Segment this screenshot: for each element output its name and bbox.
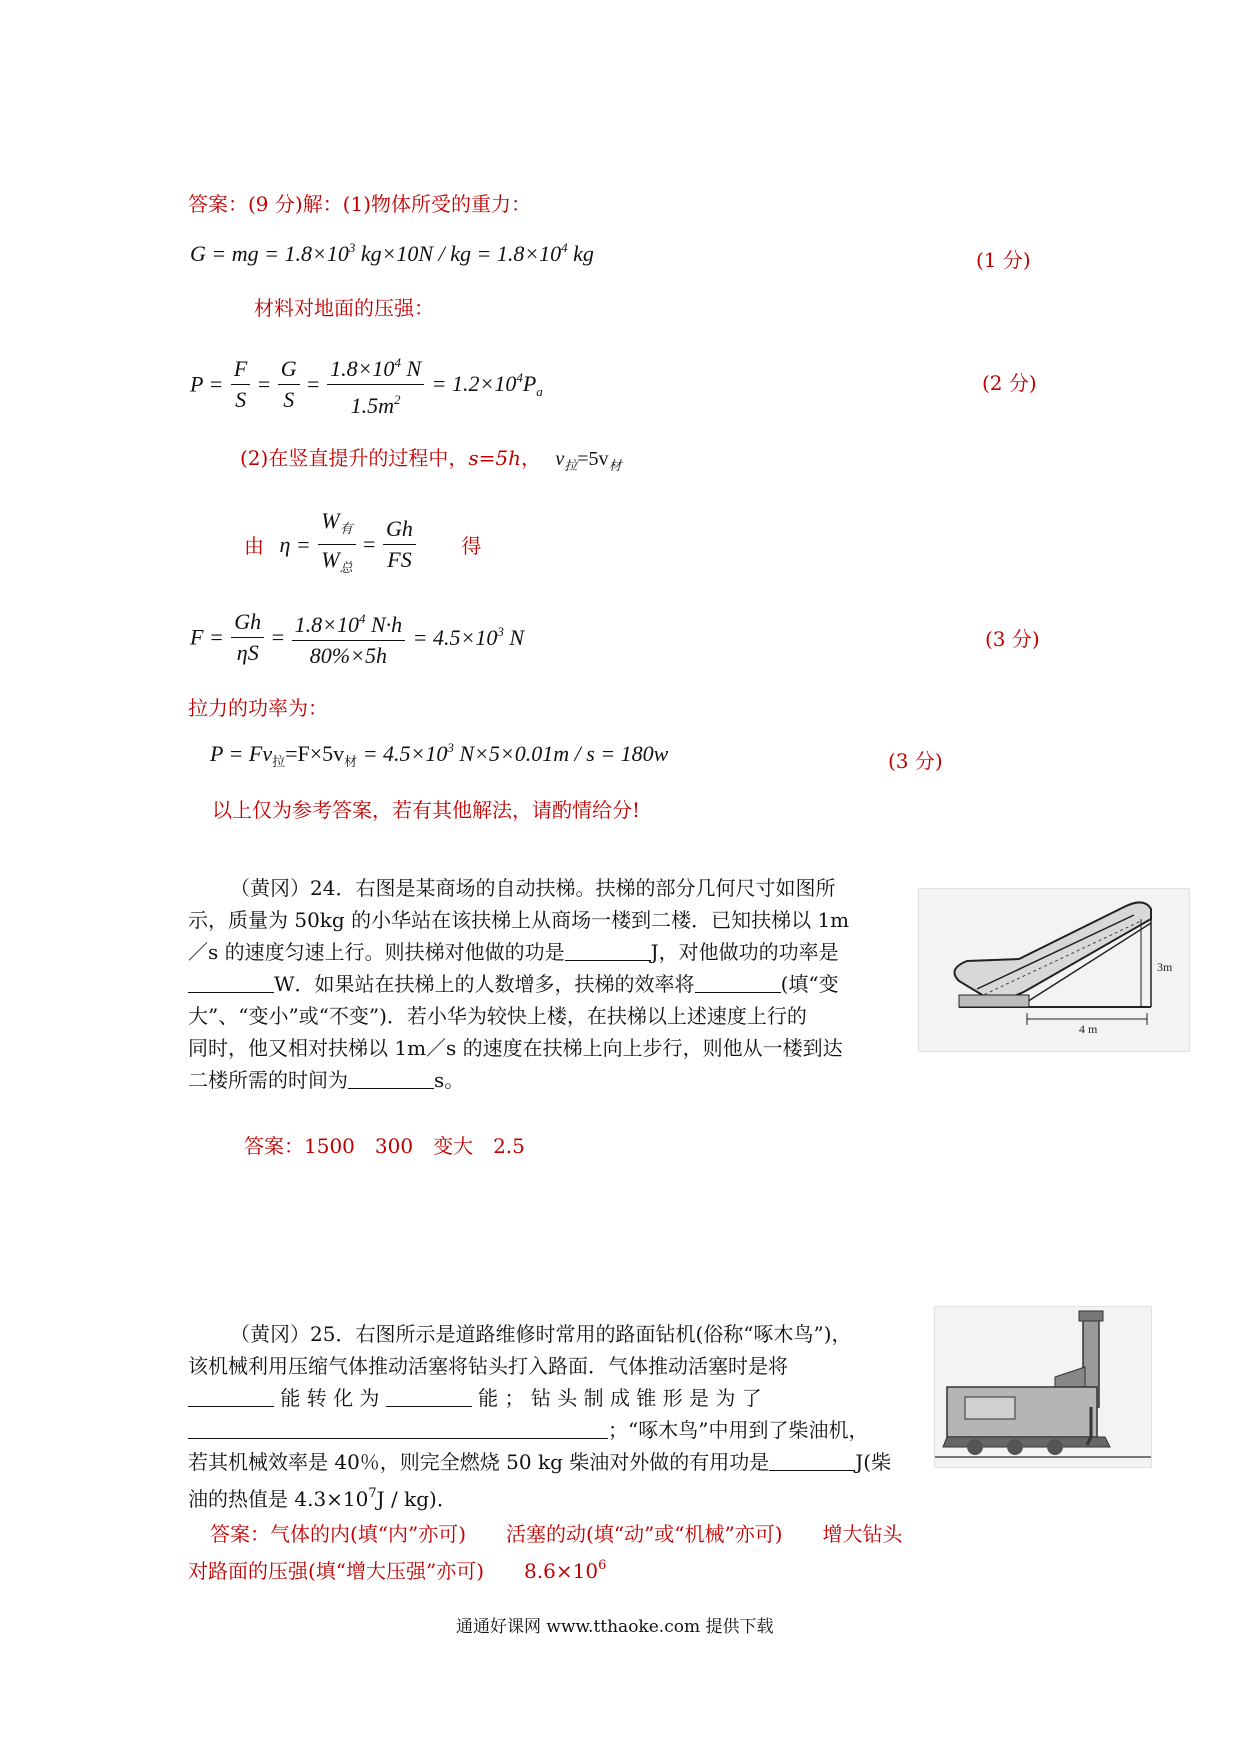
eq2-g-num: G [278, 354, 300, 385]
eq2-result: = 1.2×10 [431, 370, 517, 396]
eq2-p: P = [190, 371, 224, 397]
answer-header: 答案：(9 分)解：(1)物体所受的重力： [188, 192, 532, 216]
eta-symbol: η = [279, 531, 311, 557]
force-equation: F = $\frac{Gh}{\eta S}$ = $\frac{1.8\times 10^4 N\cdot h}{80\%\times 5h}$ = $4.5\times 10^3$ N [190, 604, 524, 671]
eta-w-num-sub: 有 [339, 521, 353, 536]
q24-blank-power[interactable] [188, 972, 274, 993]
eta-suffix: 得 [461, 534, 482, 558]
eq4-exp: 3 [447, 740, 454, 755]
eq3-result-exp: 3 [497, 624, 504, 639]
eta-gh-num: Gh [383, 514, 416, 545]
eq3-b-num-rest: N·h [365, 612, 403, 637]
q24-blank-work[interactable] [565, 940, 651, 961]
eta-w-num: W [321, 508, 340, 533]
eq2-result-unit-sub: a [536, 383, 543, 399]
eq1-exp2: 4 [561, 240, 568, 255]
q25-line3a: 能 转 化 为 [280, 1386, 380, 1410]
q24-line6: 同时，他又相对扶梯以 1m／s 的速度在扶梯上向上步行，则他从一楼到达 [188, 1036, 843, 1060]
eta-gh-den: FS [387, 547, 412, 572]
eq1-mid: kg×10N / kg = 1.8×10 [355, 241, 562, 266]
eq4-sub1: 拉 [272, 754, 286, 769]
eq3-b-den: 80%×5h [309, 643, 387, 668]
q24-line1: （黄冈）24．右图是某商场的自动扶梯。扶梯的部分几何尺寸如图所 [230, 876, 836, 900]
part2-v: v [555, 448, 565, 470]
part2-v-sub2: 材 [608, 458, 622, 473]
q25-line5a: 若其机械效率是 40％，则完全燃烧 50 kg 柴油对外做的有用功是 [188, 1450, 770, 1474]
q24-blank-efficiency[interactable] [695, 972, 781, 993]
eq1-score: (1 分) [976, 248, 1031, 272]
q24-line7b: s。 [434, 1068, 465, 1092]
part2-s: s=5h [468, 446, 521, 470]
part2-sep: ， [520, 446, 541, 470]
eq2-v-den: 1.5m [350, 393, 395, 418]
question-24 [188, 872, 913, 1096]
q24-line2: 示，质量为 50kg 的小华站在该扶梯上从商场一楼到二楼．已知扶梯以 1m [188, 908, 850, 932]
fig-height-label: 3m [1157, 960, 1173, 974]
q25-line6b: J / kg)． [376, 1487, 457, 1511]
q24-line3a: ／s 的速度匀速上行。则扶梯对他做的功是 [188, 940, 565, 964]
q25-line1: （黄冈）25．右图所示是道路维修时常用的路面钻机(俗称“啄木鸟”)， [230, 1322, 852, 1346]
q24-blank-time[interactable] [348, 1068, 434, 1089]
eq3-result-unit: N [503, 625, 525, 650]
eq3-a-den: ηS [236, 640, 259, 665]
q25-line2: 该机械利用压缩气体推动活塞将钻头打入路面．气体推动活塞时是将 [188, 1354, 788, 1378]
eq1-lhs: G = mg = 1.8×10 [190, 241, 349, 266]
pressure-label: 材料对地面的压强： [254, 296, 434, 320]
q25-answer-line1: 答案：气体的内(填“内”亦可) 活塞的动(填“动”或“机械”亦可) 增大钻头 [210, 1522, 903, 1546]
road-drill-icon [935, 1307, 1151, 1467]
q25-answer2a: 对路面的压强(填“增大压强”亦可) 8.6×10 [188, 1559, 599, 1583]
fraction-g-over-s [278, 354, 300, 415]
eq2-v-num-exp: 4 [394, 355, 401, 370]
eq1-exp1: 3 [348, 240, 356, 255]
question-25 [188, 1318, 913, 1515]
fraction-f-over-s [231, 354, 250, 415]
q24-answer: 答案：1500 300 变大 2.5 [244, 1134, 525, 1158]
eq2-result-unit: P [522, 370, 537, 396]
q25-line6-exp: 7 [368, 1486, 377, 1501]
eq2-v-num: 1.8×10 [330, 356, 395, 381]
q25-answer2-exp: 6 [598, 1558, 607, 1573]
part2-line [240, 442, 622, 482]
eq3-a-num: Gh [231, 607, 264, 638]
eta-w-den: W [321, 547, 340, 572]
footer-credit: 通通好课网 www.tthaoke.com 提供下载 [456, 1617, 774, 1637]
reference-note: 以上仅为参考答案，若有其他解法，请酌情给分! [212, 798, 641, 822]
fraction-value [327, 348, 424, 421]
eta-prefix: 由 [244, 534, 264, 558]
fraction-w-useful-over-total [318, 506, 355, 583]
gravity-equation [190, 240, 594, 267]
eq3-result: = 4.5×10 [412, 625, 498, 650]
q25-blank-work[interactable] [769, 1450, 855, 1471]
fraction-force-value [292, 604, 406, 671]
q24-line4a: W．如果站在扶梯上的人数增多，扶梯的效率将 [274, 972, 695, 996]
fraction-gh-over-eta-s [231, 607, 264, 668]
q25-line4: ；“啄木鸟”中用到了柴油机， [608, 1418, 869, 1442]
power-equation [210, 740, 668, 770]
efficiency-equation: 由 η = $\frac{W_有}{W_总}$ = $\frac{Gh}{FS}$ 得 [244, 506, 481, 583]
eq2-v-num-unit: N [400, 356, 422, 381]
eta-w-den-sub: 总 [339, 560, 353, 575]
q25-line6a: 油的热值是 4.3×10 [188, 1487, 369, 1511]
eq2-score: (2 分) [982, 371, 1037, 395]
part2-eq: =5v [577, 448, 609, 470]
fraction-gh-over-fs [383, 514, 416, 575]
q24-line7a: 二楼所需的时间为 [188, 1068, 348, 1092]
eq1-unit: kg [567, 241, 594, 266]
eq2-result-exp: 4 [516, 369, 523, 385]
q25-answer-line2 [188, 1550, 606, 1587]
escalator-figure [918, 888, 1190, 1052]
eq4-text4: N×5×0.01m / s = 180w [453, 741, 669, 766]
q25-blank-purpose[interactable] [188, 1418, 608, 1439]
eq3-f: F = [190, 624, 224, 650]
eq4-score: (3 分) [888, 749, 943, 773]
q24-line3b: J，对他做功的功率是 [650, 940, 839, 964]
eq4-text3: = 4.5×10 [357, 741, 448, 766]
road-drill-figure [934, 1306, 1152, 1468]
q25-line3b: 能 ； 钻 头 制 成 锥 形 是 为 了 [478, 1386, 762, 1410]
eq2-f-den: S [235, 387, 247, 412]
part2-v-sub1: 拉 [564, 458, 578, 473]
eq2-f-num: F [231, 354, 250, 385]
part2-text: (2)在竖直提升的过程中， [240, 446, 469, 470]
eq3-score: (3 分) [985, 627, 1040, 651]
eq2-v-den-exp: 2 [394, 392, 401, 407]
q25-blank-energy1[interactable] [188, 1386, 274, 1407]
eq4-text2: =F×5v [285, 741, 345, 766]
eq4-sub2: 材 [344, 754, 358, 769]
q25-line5b: J(柴 [855, 1450, 892, 1474]
q24-line5: 大”、“变小”或“不变”)．若小华为较快上楼，在扶梯以上述速度上行的 [188, 1004, 807, 1028]
escalator-icon [919, 889, 1189, 1051]
pressure-equation: P = $\frac{F}{S}$ = $\frac{G}{S}$ = $\frac{1.8\times 10^4 N}{1.5m^2}$ = $1.2\times 10^4P_a$ [190, 348, 543, 421]
eq2-g-den: S [283, 387, 295, 412]
q25-blank-energy2[interactable] [386, 1386, 472, 1407]
eq3-b-num: 1.8×10 [294, 612, 359, 637]
fig-width-label: 4 m [1079, 1022, 1098, 1036]
q24-line4b: (填“变 [780, 972, 839, 996]
eq4-text1: P = Fv [210, 741, 273, 766]
eq3-b-num-exp: 4 [358, 611, 366, 626]
power-label: 拉力的功率为： [188, 696, 328, 720]
